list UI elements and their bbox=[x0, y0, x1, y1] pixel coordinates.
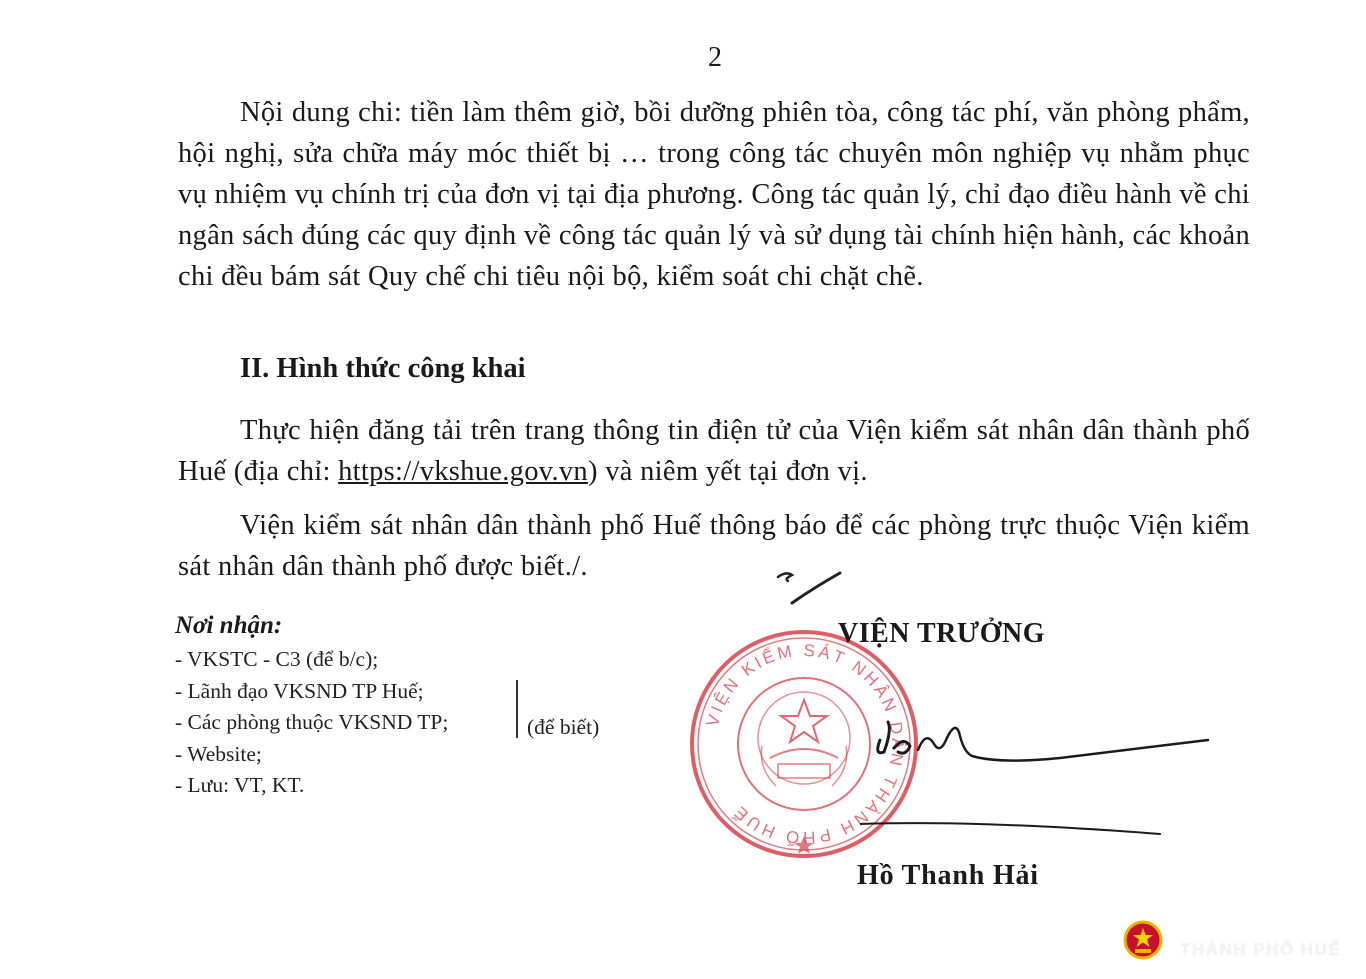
recipients-group-divider bbox=[516, 680, 518, 738]
footer-watermark: THÀNH PHỐ HUẾ bbox=[1180, 940, 1342, 959]
spending-content-paragraph: Nội dung chi: tiền làm thêm giờ, bồi dưỡng phiên tòa, công tác phí, văn phòng phẩm, hội nghị, sửa chữa máy móc thiết bị … trong công tác chuyên môn nghiệp vụ nhằm phục vụ nhiệm vụ chính trị của đơn vị tại địa phương. Công tác quản lý, chỉ đạo điều hành về chi ngân sách đúng các quy định về công tác quản lý và sử dụng tài chính hiện hành, các khoản chi đều bám sát Quy chế chi tiêu nội bộ, kiểm soát chi chặt chẽ. bbox=[178, 97, 1250, 292]
recipients-list bbox=[175, 644, 448, 802]
publication-text-before-url: Thực hiện đăng tải trên trang thông tin điện tử của Viện kiểm sát nhân dân thành phố Huế (địa chỉ: bbox=[178, 415, 1250, 487]
svg-text:VIỆN KIỂM SÁT NHÂN DÂN THÀNH P: VIỆN KIỂM SÁT NHÂN DÂN THÀNH PHỐ HUẾ bbox=[702, 640, 908, 848]
national-emblem-icon bbox=[1123, 920, 1163, 960]
website-url-link[interactable]: https://vkshue.gov.vn bbox=[338, 456, 588, 487]
signer-name: Hồ Thanh Hải bbox=[857, 860, 1039, 891]
for-information-note: (để biết) bbox=[527, 715, 600, 739]
section-heading-publication-form: II. Hình thức công khai bbox=[240, 353, 526, 384]
handwritten-signature-icon bbox=[860, 700, 1220, 850]
recipients-title: Nơi nhận: bbox=[175, 612, 283, 639]
recipient-item: - VKSTC - C3 (để b/c); bbox=[175, 647, 379, 671]
recipient-item: - Lãnh đạo VKSND TP Huế; bbox=[175, 678, 424, 703]
recipients-block bbox=[175, 612, 448, 802]
page-number: 2 bbox=[708, 42, 722, 73]
recipient-item: - Lưu: VT, KT. bbox=[175, 773, 305, 797]
signer-title: VIỆN TRƯỞNG bbox=[838, 618, 1045, 649]
initials-mark-icon bbox=[770, 565, 845, 610]
recipient-item: - Các phòng thuộc VKSND TP; bbox=[175, 710, 449, 734]
publication-paragraph bbox=[178, 410, 1250, 492]
notice-paragraph: Viện kiểm sát nhân dân thành phố Huế thông báo để các phòng trực thuộc Viện kiểm sát nhân dân thành phố được biết./. bbox=[178, 510, 1250, 582]
recipient-item: - Website; bbox=[175, 741, 262, 766]
publication-text-after-url: ) và niêm yết tại đơn vị. bbox=[587, 456, 868, 487]
